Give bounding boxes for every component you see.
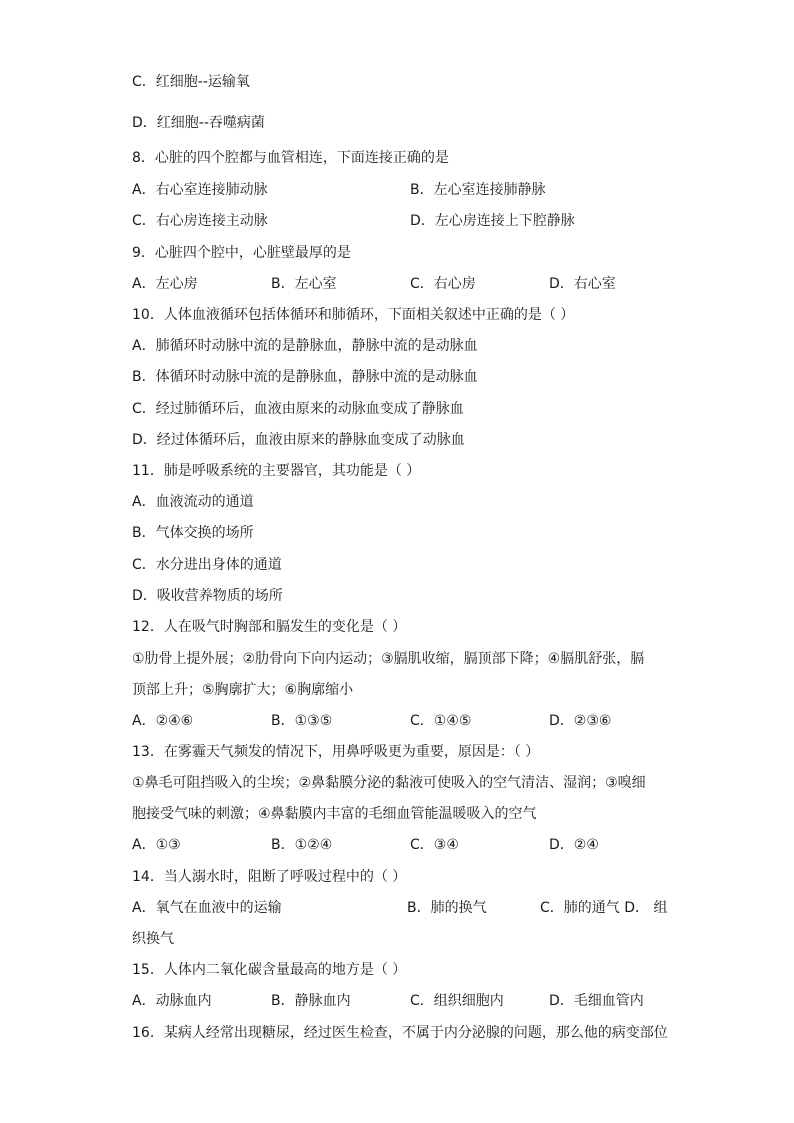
q12-stem: 12．人在吸气时胸部和膈发生的变化是（ ）: [132, 619, 407, 635]
q11-stem: 11．肺是呼吸系统的主要器官，其功能是（ ）: [132, 463, 421, 479]
q13-option-b: B．①②④: [271, 837, 333, 853]
q9-stem: 9．心脏四个腔中，心脏壁最厚的是: [132, 245, 351, 261]
q11-option-d: D．吸收营养物质的场所: [132, 588, 283, 604]
q8-option-c: C．右心房连接主动脉: [132, 213, 268, 229]
q10-option-a: A．肺循环时动脉中流的是静脉血，静脉中流的是动脉血: [132, 338, 478, 354]
q14-option-c-d: C．肺的通气 D． 组: [540, 900, 668, 916]
q9-option-d: D．右心室: [549, 276, 616, 292]
q13-statement-line-2: 胞接受气味的刺激；④鼻黏膜内丰富的毛细血管能温暖吸入的空气: [132, 806, 537, 822]
q14-option-d-continued: 织换气: [132, 931, 174, 947]
q10-stem: 10．人体血液循环包括体循环和肺循环，下面相关叙述中正确的是（ ）: [132, 307, 575, 323]
q12-option-a: A．②④⑥: [132, 713, 194, 729]
q12-statement-line-2: 顶部上升；⑤胸廓扩大；⑥胸廓缩小: [132, 682, 354, 698]
q9-option-a: A．左心房: [132, 276, 198, 292]
q12-option-b: B．①③⑤: [271, 713, 333, 729]
q15-option-c: C．组织细胞内: [410, 993, 504, 1009]
q10-option-d: D．经过体循环后，血液由原来的静脉血变成了动脉血: [132, 432, 465, 448]
q12-option-c: C．①④⑤: [410, 713, 472, 729]
q13-option-d: D．②④: [549, 837, 599, 853]
q14-stem: 14．当人溺水时，阻断了呼吸过程中的（ ）: [132, 869, 407, 885]
q8-option-b: B．左心室连接肺静脉: [410, 182, 546, 198]
q8-stem: 8．心脏的四个腔都与血管相连，下面连接正确的是: [132, 150, 449, 166]
q8-option-a: A．右心室连接肺动脉: [132, 182, 268, 198]
q13-statement-line-1: ①鼻毛可阻挡吸入的尘埃；②鼻黏膜分泌的黏液可使吸入的空气清洁、湿润；③嗅细: [132, 775, 646, 791]
q11-option-b: B．气体交换的场所: [132, 525, 254, 541]
q15-stem: 15．人体内二氧化碳含量最高的地方是（ ）: [132, 962, 407, 978]
q11-option-a: A．血液流动的通道: [132, 494, 254, 510]
q15-option-b: B．静脉血内: [271, 993, 351, 1009]
q13-option-c: C．③④: [410, 837, 459, 853]
q15-option-d: D．毛细血管内: [549, 993, 644, 1009]
q8-option-d: D．左心房连接上下腔静脉: [410, 213, 575, 229]
q13-stem: 13．在雾霾天气频发的情况下，用鼻呼吸更为重要，原因是：（ ）: [132, 744, 540, 760]
q15-option-a: A．动脉血内: [132, 993, 212, 1009]
q14-option-a: A．氧气在血液中的运输: [132, 900, 282, 916]
q9-option-b: B．左心室: [271, 276, 337, 292]
q11-option-c: C．水分进出身体的通道: [132, 557, 282, 573]
q7-option-c: C．红细胞--运输氧: [132, 74, 250, 90]
q12-option-d: D．②③⑥: [549, 713, 612, 729]
q14-option-b: B．肺的换气: [407, 900, 487, 916]
q10-option-b: B．体循环时动脉中流的是静脉血，静脉中流的是动脉血: [132, 369, 478, 385]
q13-option-a: A．①③: [132, 837, 181, 853]
q9-option-c: C．右心房: [410, 276, 476, 292]
q7-option-d: D．红细胞--吞噬病菌: [132, 115, 265, 131]
q16-stem: 16．某病人经常出现糖尿，经过医生检查，不属于内分泌腺的问题，那么他的病变部位: [132, 1025, 668, 1041]
q10-option-c: C．经过肺循环后，血液由原来的动脉血变成了静脉血: [132, 401, 464, 417]
q12-statement-line-1: ①肋骨上提外展；②肋骨向下向内运动；③膈肌收缩，膈顶部下降；④膈肌舒张，膈: [132, 651, 645, 667]
